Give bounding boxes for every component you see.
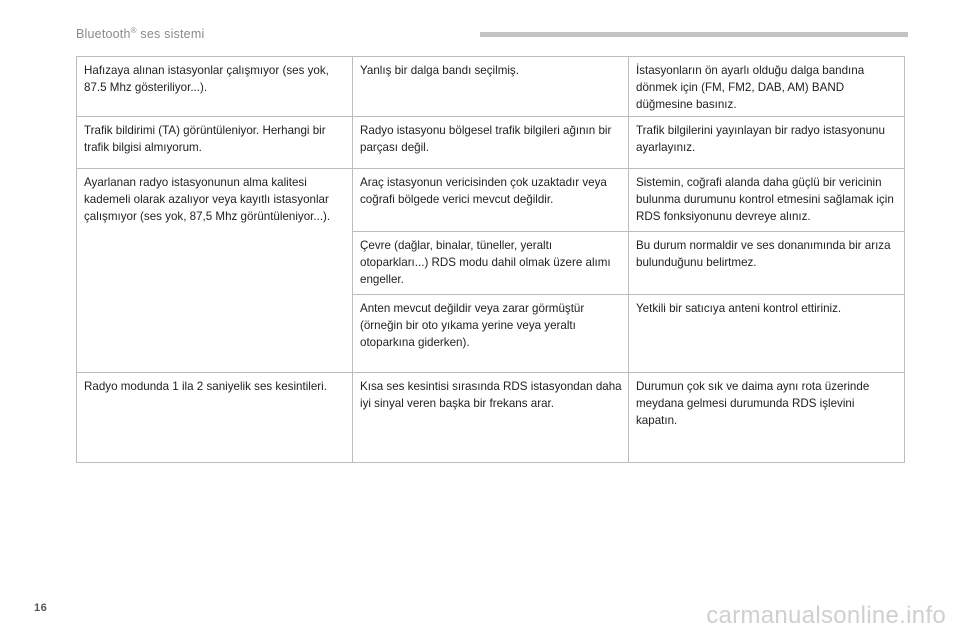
cause-cell: Araç istasyonun vericisinden çok uzaktadır veya coğrafi bölgede verici mevcut değildir. xyxy=(353,169,629,232)
solution-cell: Sistemin, coğrafi alanda daha güçlü bir vericinin bulunma durumunu kontrol etmesini sağlamak için RDS fonksiyonunu devreye alınız. xyxy=(629,169,905,232)
problem-cell: Trafik bildirimi (TA) görüntüleniyor. Herhangi bir trafik bilgisi almıyorum. xyxy=(77,117,353,169)
cause-cell: Radyo istasyonu bölgesel trafik bilgileri ağının bir parçası değil. xyxy=(353,117,629,169)
problem-cell: Radyo modunda 1 ila 2 saniyelik ses kesintileri. xyxy=(77,373,353,463)
header-divider-bar xyxy=(480,32,908,37)
cause-cell: Çevre (dağlar, binalar, tüneller, yeraltı otoparkları...) RDS modu dahil olmak üzere alımı engeller. xyxy=(353,232,629,295)
table-row xyxy=(77,117,905,169)
cause-cell: Yanlış bir dalga bandı seçilmiş. xyxy=(353,57,629,117)
solution-cell: Durumun çok sık ve daima aynı rota üzerinde meydana gelmesi durumunda RDS işlevini kapatın. xyxy=(629,373,905,463)
table-row xyxy=(77,169,905,232)
section-title-rest: ses sistemi xyxy=(136,27,205,41)
page-number: 16 xyxy=(34,602,48,614)
cause-cell: Anten mevcut değildir veya zarar görmüştür (örneğin bir oto yıkama yerine veya yeraltı otoparkına giderken). xyxy=(353,295,629,373)
problem-cell: Hafızaya alınan istasyonlar çalışmıyor (ses yok, 87.5 Mhz gösteriliyor...). xyxy=(77,57,353,117)
troubleshooting-table xyxy=(76,56,905,463)
cause-cell: Kısa ses kesintisi sırasında RDS istasyondan daha iyi sinyal veren başka bir frekans arar. xyxy=(353,373,629,463)
section-title xyxy=(76,26,204,41)
solution-cell: Bu durum normaldir ve ses donanımında bir arıza bulunduğunu belirtmez. xyxy=(629,232,905,295)
watermark: carmanualsonline.info xyxy=(706,602,946,629)
problem-cell: Ayarlanan radyo istasyonunun alma kalitesi kademeli olarak azalıyor veya kayıtlı istasyonlar çalışmıyor (ses yok, 87,5 Mhz görüntüleniyor...). xyxy=(77,169,353,373)
solution-cell: Yetkili bir satıcıya anteni kontrol ettiriniz. xyxy=(629,295,905,373)
solution-cell: İstasyonların ön ayarlı olduğu dalga bandına dönmek için (FM, FM2, DAB, AM) BAND düğmesine basınız. xyxy=(629,57,905,117)
solution-cell: Trafik bilgilerini yayınlayan bir radyo istasyonunu ayarlayınız. xyxy=(629,117,905,169)
table-row xyxy=(77,373,905,463)
table-row xyxy=(77,57,905,117)
section-title-main: Bluetooth xyxy=(76,27,131,41)
registered-mark: ® xyxy=(130,26,137,35)
